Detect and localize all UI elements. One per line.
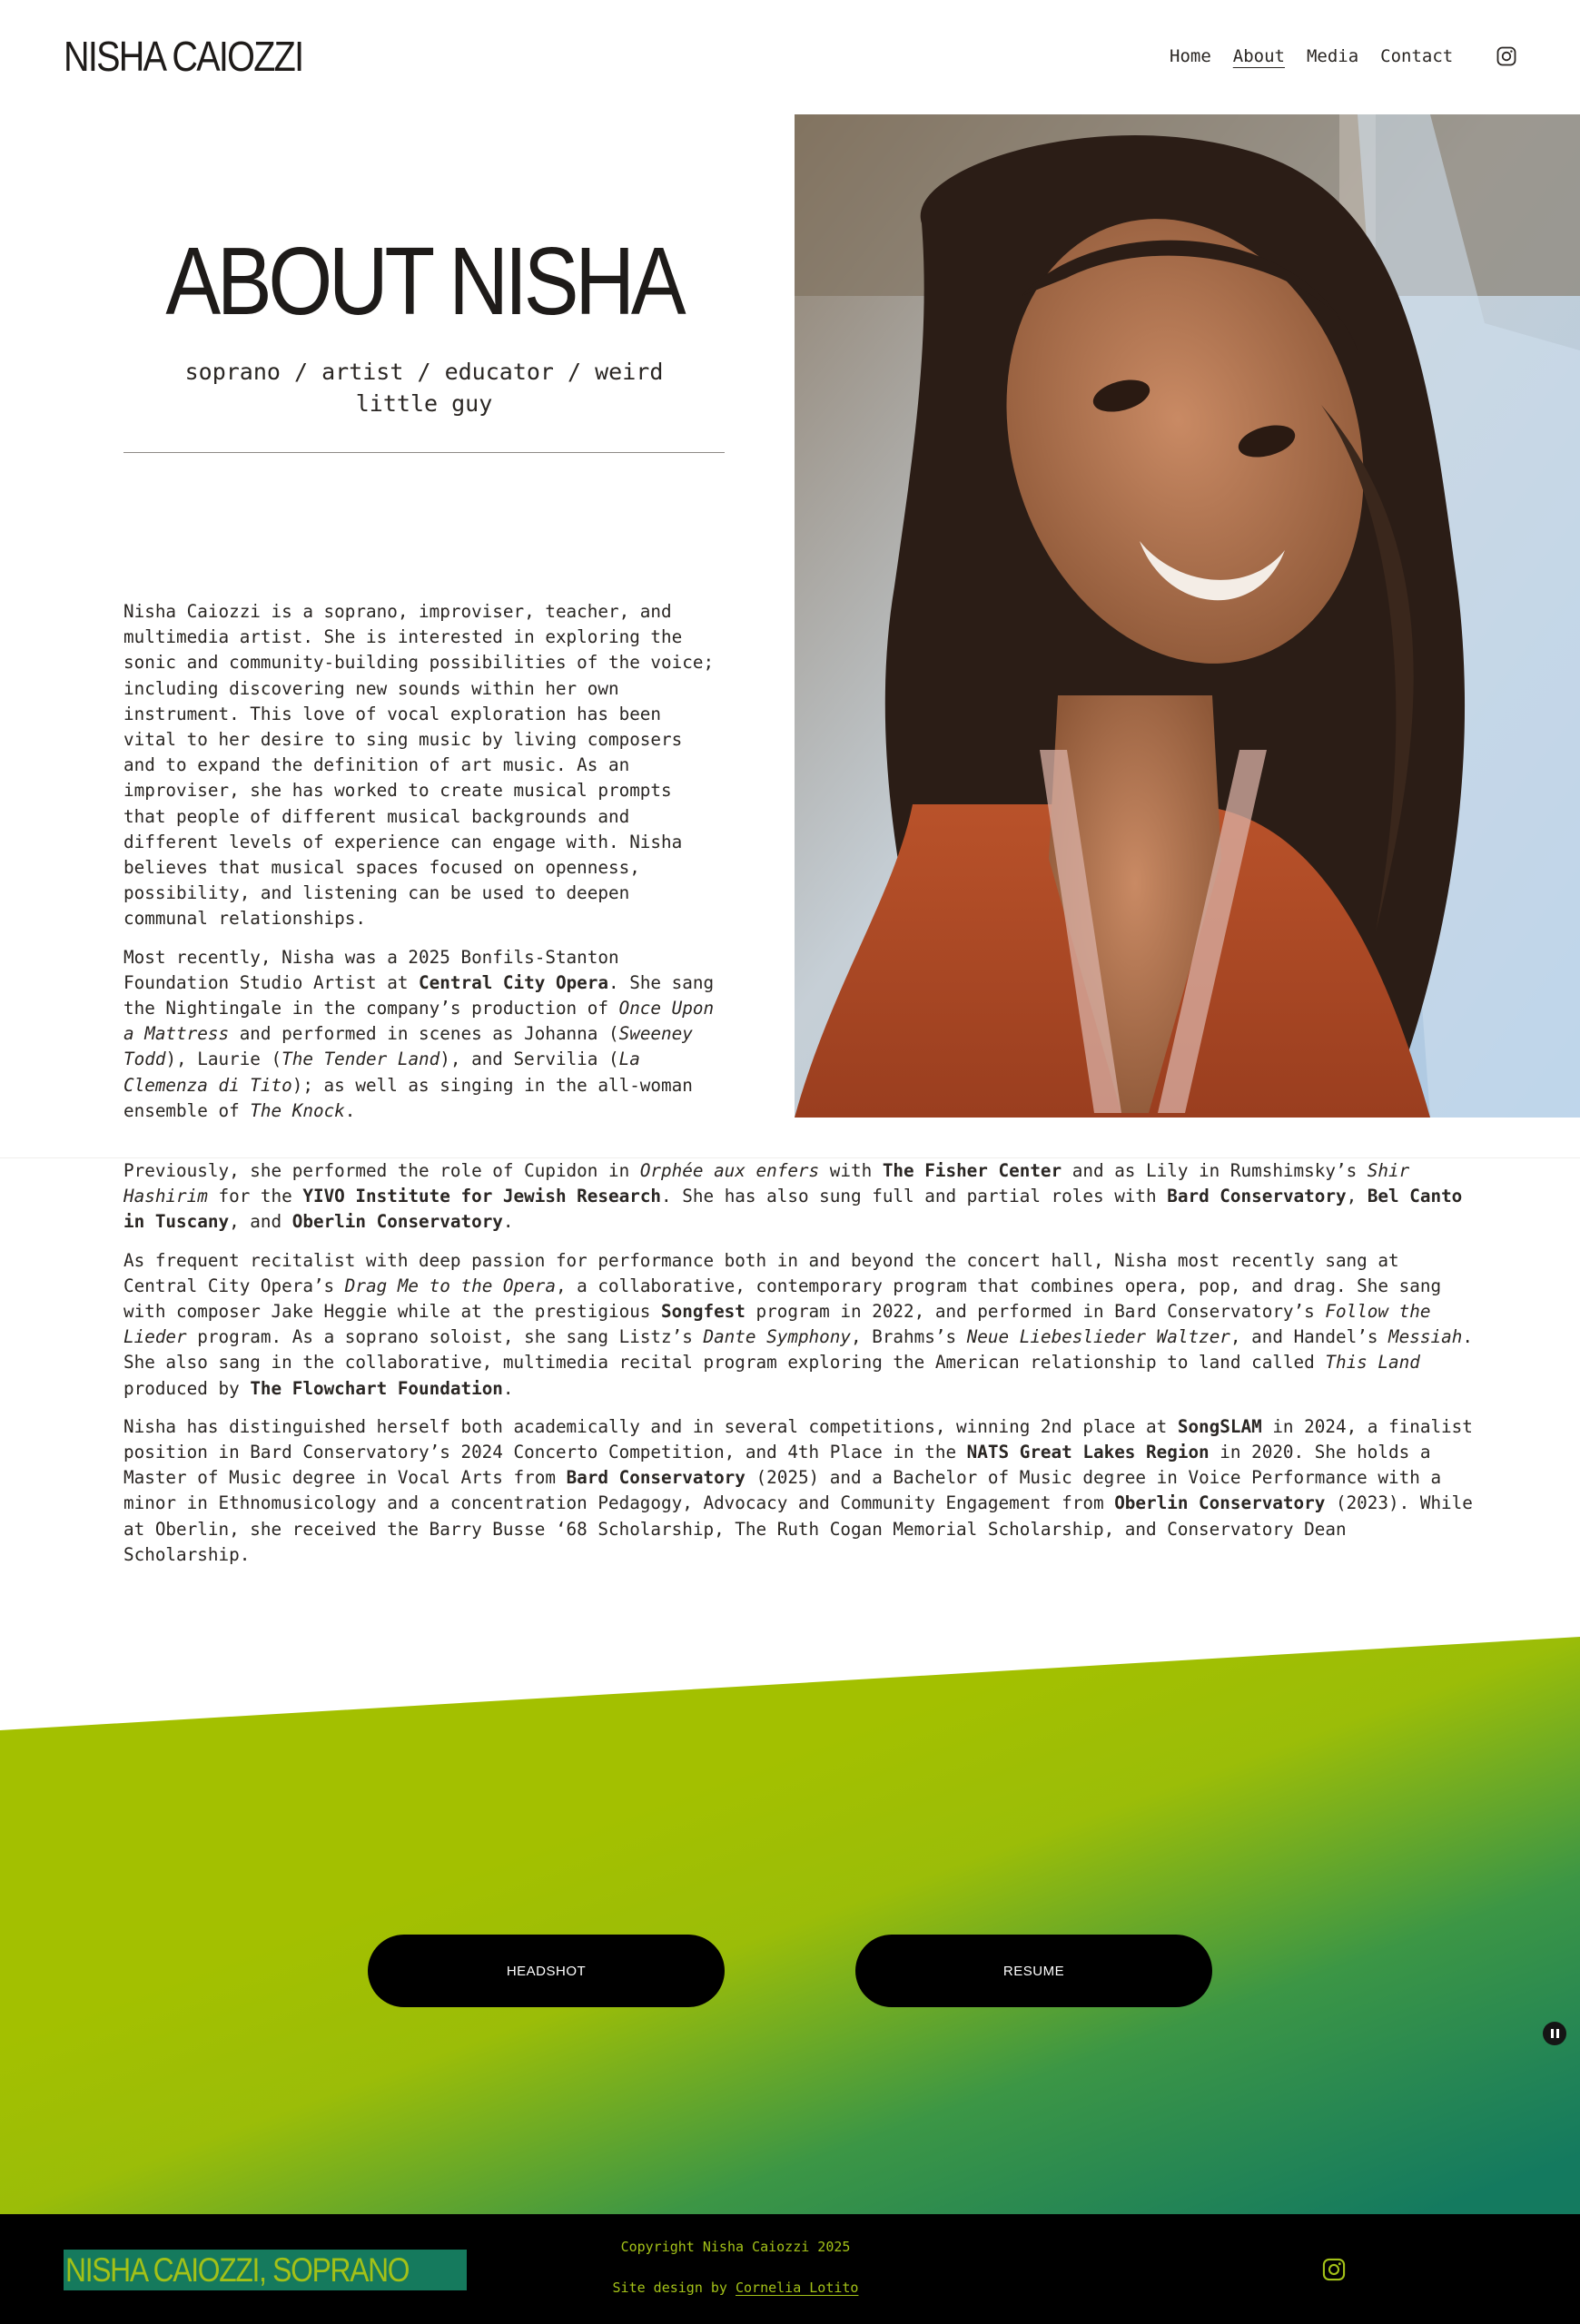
instagram-icon[interactable]: [1496, 45, 1517, 67]
bio-paragraph: As frequent recitalist with deep passion for performance both in and beyond the concert hall, Nisha most recently sang at Central City Opera’s Drag Me to the Opera, a collaborative, contemporary program that combines opera, pop, and drag. She sang with composer Jake Heggie while at the prestigious Songfest program in 2022, and performed in Bard Conservatory’s Follow the Lieder program. As a soprano soloist, she sang Listz’s Dante Symphony, Brahms’s Neue Liebeslieder Waltzer, and Handel’s Messiah. She also sang in the collaborative, multimedia recital program exploring the American relationship to land called This Land produced by The Flowchart Foundation.: [123, 1249, 1473, 1399]
instagram-icon[interactable]: [1321, 2257, 1347, 2282]
nav-home[interactable]: Home: [1170, 46, 1211, 66]
page-subtitle: soprano / artist / educator / weird little guy: [184, 359, 664, 417]
green-banner: [0, 1634, 1580, 2215]
footer-title[interactable]: NISHA CAIOZZI, SOPRANO: [64, 2250, 467, 2290]
divider: [123, 452, 725, 453]
portrait-photo: [795, 114, 1580, 1118]
headshot-button[interactable]: HEADSHOT: [368, 1935, 725, 2007]
site-title[interactable]: NISHA CAIOZZI: [64, 33, 303, 80]
credit-link[interactable]: Cornelia Lotito: [736, 2280, 859, 2296]
site-credit: Site design by Cornelia Lotito: [612, 2280, 859, 2296]
resume-button[interactable]: RESUME: [855, 1935, 1212, 2007]
nav-contact[interactable]: Contact: [1380, 46, 1454, 66]
bio-paragraph: Most recently, Nisha was a 2025 Bonfils-Stanton Foundation Studio Artist at Central City Opera. She sang the Nightingale in the company’s production of Once Upon a Mattress and performed in scenes as Johanna (Sweeney Todd), Laurie (The Tender Land), and Servilia (La Clemenza di Tito); as well as singing in the all-woman ensemble of The Knock.: [123, 946, 715, 1121]
copyright-text: Copyright Nisha Caiozzi 2025: [620, 2239, 851, 2255]
nav-media[interactable]: Media: [1306, 46, 1359, 66]
main-nav: [1170, 42, 1475, 71]
page-title: ABOUT NISHA: [165, 228, 683, 335]
bio-wide: [123, 1158, 1476, 1581]
bio-column: [123, 599, 723, 1137]
bio-paragraph: Previously, she performed the role of Cupidon in Orphée aux enfers with The Fisher Center and as Lily in Rumshimsky’s Shir Hashirim for the YIVO Institute for Jewish Research. She has also sung full and partial roles with Bard Conservatory, Bel Canto in Tuscany, and Oberlin Conservatory.: [123, 1160, 1463, 1233]
bio-paragraph: Nisha has distinguished herself both academically and in several competitions, winning 2nd place at SongSLAM in 2024, a finalist position in Bard Conservatory’s 2024 Concerto Competition, and 4th Place in the NATS Great Lakes Region in 2020. She holds a Master of Music degree in Vocal Arts from Bard Conservatory (2025) and a Bachelor of Music degree in Voice Performance with a minor in Ethnomusicology and a concentration Pedagogy, Advocacy and Community Engagement from Oberlin Conservatory (2023). While at Oberlin, she received the Barry Busse ‘68 Scholarship, The Ruth Cogan Memorial Scholarship, and Conservatory Dean Scholarship.: [123, 1415, 1473, 1565]
bio-paragraph: Nisha Caiozzi is a soprano, improviser, teacher, and multimedia artist. She is interested in exploring the sonic and community-building possibilities of the voice; including discovering new sounds within her own instrument. This love of vocal exploration has been vital to her desire to sing music by living composers and to expand the definition of art music. As an improviser, she has worked to create musical prompts that people of different musical backgrounds and different levels of experience can engage with. Nisha believes that musical spaces focused on openness, possibility, and listening can be used to deepen communal relationships.: [123, 601, 715, 930]
pause-icon[interactable]: [1543, 2022, 1566, 2045]
nav-about[interactable]: About: [1232, 46, 1285, 66]
